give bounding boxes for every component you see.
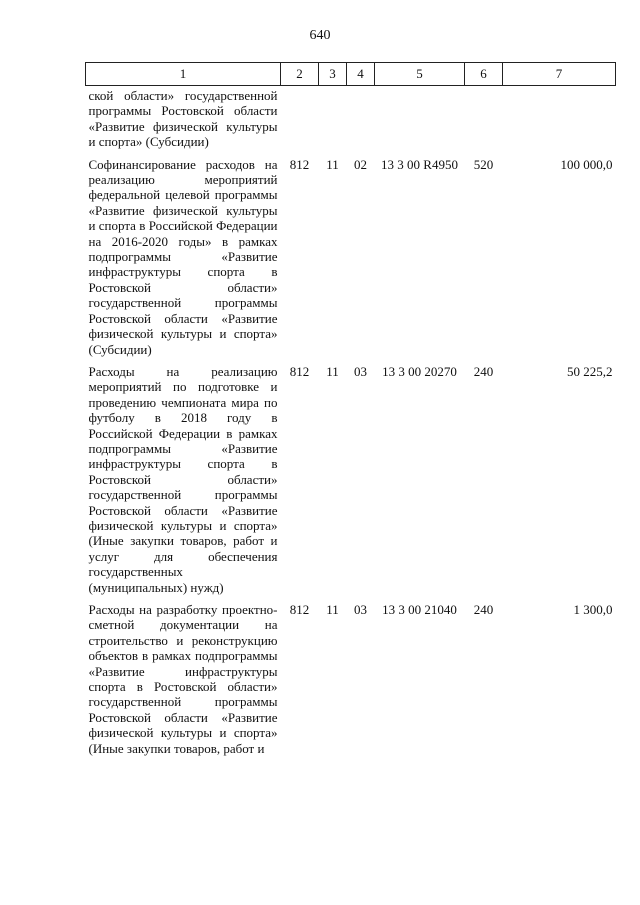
row-subsection-code: 02	[354, 156, 367, 172]
row-target-article: 13 3 00 R4950	[381, 156, 458, 172]
table-header-row	[86, 63, 616, 86]
row-subsection-code: 03	[354, 363, 367, 379]
row-amount	[503, 86, 616, 157]
column-header-6: 6	[465, 63, 503, 86]
row-description: Расходы на разработку проектно-сметной документации на строительство и реконструкцию объектов в рамках подпрограммы «Развитие инфраструктуры спорта в Ростовской области» государственной программы Ростовской области «Развитие физической культуры и спорта» (Иные закупки товаров, работ и	[88, 602, 278, 756]
page-number: 640	[309, 28, 331, 43]
column-header-4: 4	[347, 63, 375, 86]
row-description: Расходы на реализацию мероприятий по подготовке и проведению чемпионата мира по футболу в 2018 году в Российской Федерации в рамках подпрограммы «Развитие инфраструктуры спорта в Ростовской области» государственной программы Ростовской области «Развитие физической культуры и спорта» (Иные закупки товаров, работ и услуг для обеспечения государственных (муниципальных) нужд)	[88, 363, 278, 595]
row-expense-type: 240	[473, 363, 494, 379]
row-description: Софинансирование расходов на реализацию мероприятий федеральной целевой программы «Развитие физической культуры и спорта в Российской Федерации на 2016-2020 годы» в рамках подпрограммы «Развитие инфраструктуры спорта в Ростовской области» государственной программы Ростовской области «Развитие физической культуры и спорта» (Субсидии)	[88, 156, 278, 357]
column-header-1: 1	[86, 63, 281, 86]
row-section-code: 11	[326, 363, 339, 379]
row-amount: 50 225,2	[567, 363, 613, 379]
row-subsection-code	[347, 86, 375, 157]
row-expense-type: 520	[473, 156, 494, 172]
row-subsection-code: 03	[354, 602, 367, 617]
row-amount: 1 300,0	[573, 602, 613, 617]
row-expense-type: 240	[473, 602, 494, 617]
row-target-article	[375, 86, 465, 157]
column-header-7: 7	[503, 63, 616, 86]
row-ministry-code: 812	[289, 363, 310, 379]
row-section-code: 11	[326, 156, 339, 172]
row-description: ской области» государственной программы Ростовской области «Развитие физической культуры и спорта» (Субсидии)	[88, 88, 278, 150]
row-ministry-code	[281, 86, 319, 157]
column-header-2: 2	[281, 63, 319, 86]
column-header-5: 5	[375, 63, 465, 86]
row-section-code: 11	[326, 602, 339, 617]
row-expense-type	[465, 86, 503, 157]
table-row	[86, 602, 616, 763]
budget-table	[85, 62, 616, 763]
table-row	[86, 364, 616, 602]
row-ministry-code: 812	[289, 602, 310, 617]
row-amount: 100 000,0	[560, 156, 613, 172]
table-row	[86, 86, 616, 157]
column-header-3: 3	[319, 63, 347, 86]
row-target-article: 13 3 00 20270	[382, 363, 457, 379]
row-ministry-code: 812	[289, 156, 310, 172]
row-section-code	[319, 86, 347, 157]
table-row	[86, 157, 616, 364]
row-target-article: 13 3 00 21040	[382, 602, 457, 617]
